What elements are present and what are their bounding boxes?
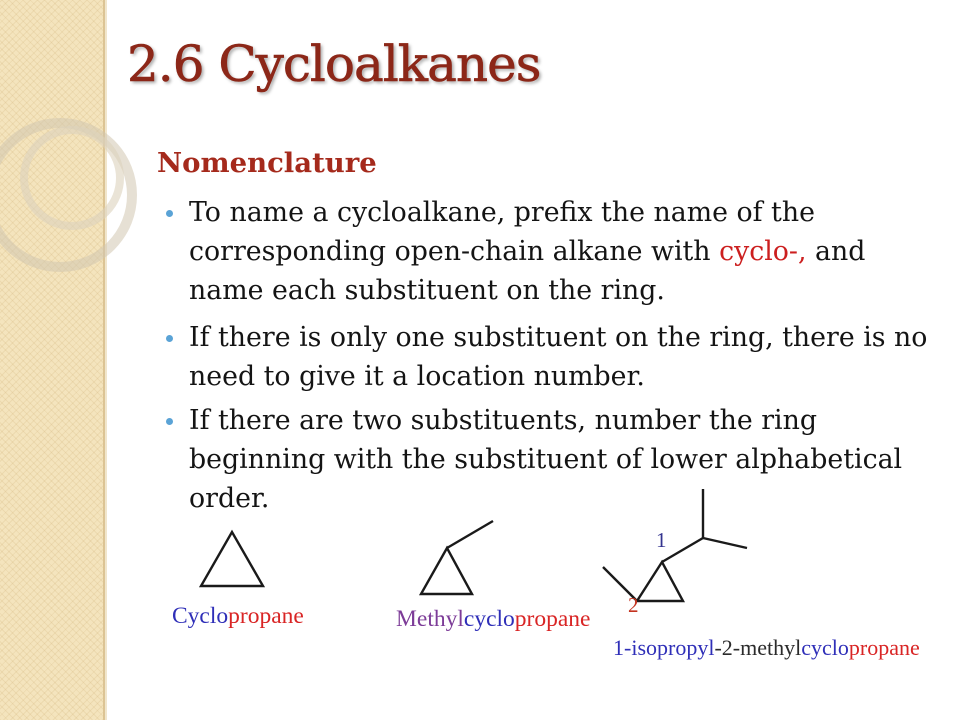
bullet-line — [189, 440, 902, 479]
ring-position-label: 2 — [628, 593, 639, 617]
caption-part: cyclo — [801, 635, 849, 660]
ring-position-label: 1 — [656, 528, 667, 552]
bullet-line — [189, 357, 927, 396]
decorative-ring-inner — [24, 130, 120, 226]
caption-part: propane — [228, 603, 304, 629]
highlighted-prefix: cyclo-, — [719, 236, 807, 267]
bullet-line — [189, 271, 865, 310]
bullet-text: and — [806, 236, 866, 267]
bullet-text: corresponding open-chain alkane with — [189, 236, 720, 267]
isopropyl-methyl-bond-right — [703, 538, 747, 548]
methyl-bond — [447, 521, 493, 548]
caption-part: -2-methyl — [714, 635, 802, 660]
bullet-dot — [166, 335, 173, 342]
bullet-text: beginning with the substituent of lower alphabetical — [189, 444, 903, 475]
methylcyclopropane-structure — [421, 521, 493, 594]
caption-part: Cyclo — [172, 603, 229, 629]
bullet-line — [189, 232, 865, 271]
bullet-line — [189, 193, 865, 232]
bullet-text: To name a cycloalkane, prefix the name of the — [189, 197, 815, 228]
bullet-item — [189, 318, 927, 396]
cyclopropane-ring — [637, 562, 683, 601]
caption-part: cyclo — [463, 606, 515, 632]
bullet-text: need to give it a location number. — [189, 361, 645, 392]
cyclopropane-ring — [421, 548, 472, 594]
isopropyl-methylcyclopropane-structure — [603, 489, 747, 601]
structure-caption — [396, 606, 590, 633]
decorative-ring-outer — [0, 123, 132, 267]
caption-part: propane — [514, 606, 591, 632]
bullet-dot — [166, 418, 173, 425]
cyclopropane-ring — [201, 532, 263, 586]
bullet-item — [189, 193, 865, 310]
bullet-text: If there is only one substituent on the ring, there is no — [189, 322, 928, 353]
bullet-text: If there are two substituents, number the ring — [189, 405, 818, 436]
bullet-text: name each substituent on the ring. — [189, 275, 665, 306]
caption-part: propane — [848, 635, 920, 660]
bullet-line — [189, 318, 927, 357]
structure-caption — [613, 635, 920, 661]
caption-part: Methyl — [396, 606, 464, 632]
bullet-line — [189, 401, 902, 440]
bullet-text: order. — [189, 483, 270, 514]
bullet-dot — [166, 210, 173, 217]
structure-caption — [172, 603, 304, 630]
cyclopropane-structure — [201, 532, 263, 586]
section-heading: Nomenclature — [157, 147, 377, 179]
isopropyl-attachment-bond — [662, 538, 703, 562]
caption-part: 1-isopropyl — [613, 635, 715, 660]
slide-title: 2.6 Cycloalkanes — [127, 35, 541, 93]
